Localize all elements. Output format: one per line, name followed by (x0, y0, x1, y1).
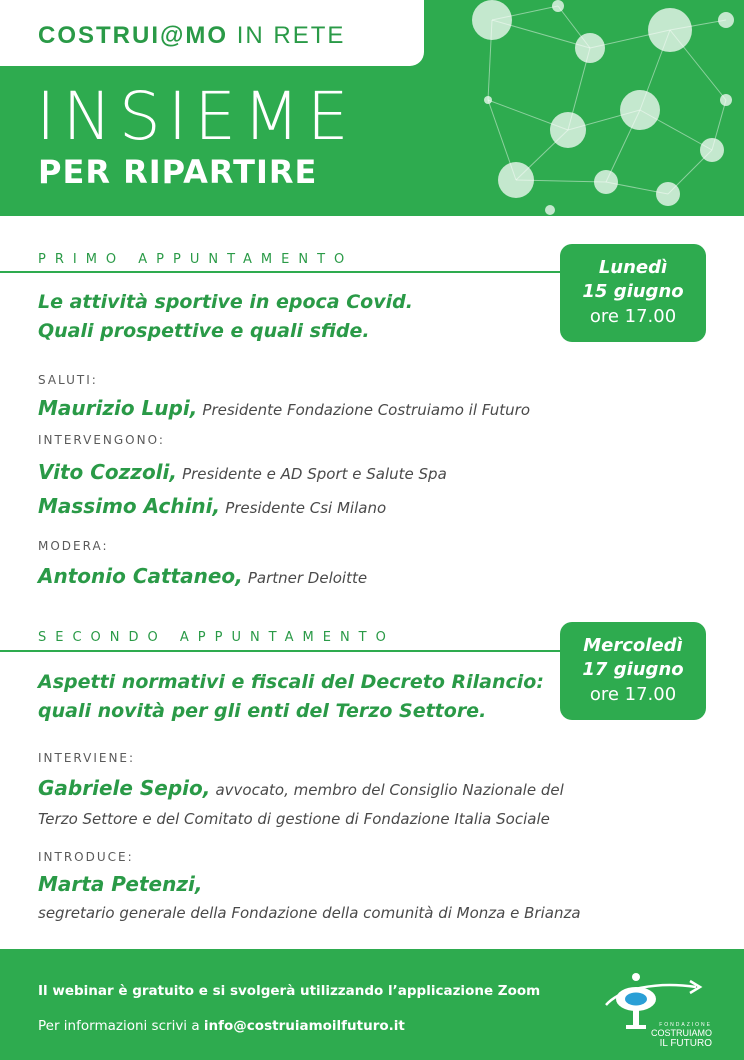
network-graph-icon (440, 0, 744, 216)
speaker-role: Partner Deloitte (247, 569, 368, 587)
speaker-role: avvocato, membro del Consiglio Nazionale del (215, 781, 564, 799)
second-section-divider (0, 650, 560, 652)
speaker-name: Gabriele Sepio, (38, 776, 211, 800)
speaker-achini (38, 494, 386, 520)
speaker-petenzi (38, 872, 202, 898)
series-tag (0, 0, 424, 66)
intervengono-label: INTERVENGONO: (38, 433, 165, 447)
second-date-date: 17 giugno (582, 659, 684, 680)
speaker-name: Maurizio Lupi, (38, 396, 198, 420)
speaker-role: Presidente Fondazione Costruiamo il Futuro (202, 401, 531, 419)
foundation-logo (586, 969, 712, 1055)
saluti-label: SALUTI: (38, 373, 98, 387)
series-tag-bold: COSTRUI@MO (38, 22, 229, 49)
speaker-cozzoli (38, 460, 447, 486)
speaker-role: Presidente e AD Sport e Salute Spa (182, 465, 447, 483)
contact-email-link[interactable]: info@costruiamoilfuturo.it (203, 1018, 405, 1034)
first-date-day: Lunedì (598, 257, 668, 278)
first-section-label: PRIMO APPUNTAMENTO (38, 252, 354, 267)
second-topic-title (38, 668, 544, 726)
interviene-label: INTERVIENE: (38, 751, 136, 765)
speaker-name: Massimo Achini, (38, 494, 221, 518)
first-section-divider (0, 271, 560, 273)
modera-label: MODERA: (38, 539, 109, 553)
logo-text-line2: COSTRUIAMO (650, 1028, 712, 1038)
introduce-label: INTRODUCE: (38, 850, 134, 864)
contact-info (38, 1018, 405, 1034)
second-date-time: ore 17.00 (589, 684, 677, 705)
first-date-time: ore 17.00 (589, 306, 677, 327)
first-date-badge (560, 244, 706, 342)
second-date-badge (560, 622, 706, 720)
second-topic-line1: Aspetti normativi e fiscali del Decreto Rilancio: (38, 671, 544, 693)
second-topic-line2: quali novità per gli enti del Terzo Settore. (38, 700, 487, 722)
webinar-info: Il webinar è gratuito e si svolgerà utilizzando l’applicazione Zoom (38, 983, 541, 999)
speaker-sepio (38, 776, 564, 802)
second-date-day: Mercoledì (583, 635, 683, 656)
first-topic-line2: Quali prospettive e quali sfide. (38, 320, 370, 342)
logo-text-line1: FONDAZIONE (659, 1022, 712, 1028)
series-tag-text (38, 22, 345, 50)
speaker-role: segretario generale della Fondazione della comunità di Monza e Brianza (38, 904, 581, 922)
footer-banner (0, 949, 744, 1060)
logo-text-line3: IL FUTURO (659, 1038, 712, 1049)
contact-prefix: Per informazioni scrivi a (38, 1018, 200, 1034)
series-tag-light: IN RETE (236, 22, 346, 49)
title-sub: PER RIPARTIRE (38, 153, 318, 191)
foundation-logo-text (651, 1023, 712, 1049)
speaker-name: Vito Cozzoli, (38, 460, 177, 484)
title-main: INSIEME (36, 78, 356, 155)
header-banner (0, 0, 744, 216)
speaker-name: Antonio Cattaneo, (38, 564, 243, 588)
second-section-label: SECONDO APPUNTAMENTO (38, 630, 395, 645)
speaker-role: Presidente Csi Milano (225, 499, 387, 517)
speaker-lupi (38, 396, 530, 422)
first-date-date: 15 giugno (582, 281, 684, 302)
speaker-cattaneo (38, 564, 367, 590)
first-topic-line1: Le attività sportive in epoca Covid. (38, 291, 413, 313)
speaker-role-continued: Terzo Settore e del Comitato di gestione di Fondazione Italia Sociale (38, 810, 550, 828)
first-topic-title (38, 288, 413, 346)
speaker-name: Marta Petenzi, (38, 872, 203, 896)
